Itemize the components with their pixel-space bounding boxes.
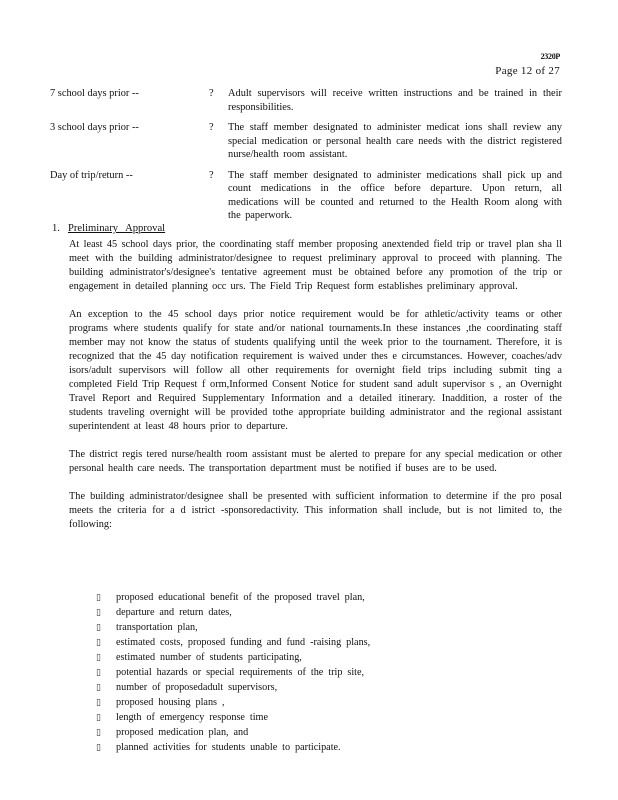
list-item-text: potential hazards or special requirements of the trip site, [116, 667, 365, 678]
timeline-when: 7 school days prior -- [50, 88, 139, 99]
list-item [96, 665, 516, 680]
document-code: 2320P [540, 52, 560, 61]
section-number: 1. [52, 223, 60, 234]
bullet-box-icon: ▯ [96, 667, 101, 677]
list-item [96, 740, 516, 755]
section-title: Preliminary Approval [68, 223, 166, 234]
list-item [96, 635, 516, 650]
section-heading [52, 222, 562, 236]
bullet-box-icon: ▯ [96, 742, 101, 752]
criteria-list [96, 590, 516, 755]
page-number: Page 12 of 27 [495, 65, 560, 77]
list-item [96, 725, 516, 740]
timeline-description: Adult supervisors will receive written instructions and be trained in their responsibilities. [228, 88, 562, 113]
list-item [96, 650, 516, 665]
timeline-when: Day of trip/return -- [50, 169, 133, 181]
bullet-box-icon: ▯ [96, 697, 101, 707]
list-item-text: departure and return dates, [116, 607, 232, 618]
paragraph: The building administrator/designee shall be presented with sufficient information to determine if the pro posal meets the criteria for a d istrict -sponsoredactivity. This information shall include, but is not limited to, the following: [69, 491, 562, 530]
section-preliminary-approval [52, 222, 562, 546]
bullet-box-icon: ▯ [96, 637, 101, 647]
bullet-marker-icon: ? [209, 88, 214, 99]
list-item [96, 605, 516, 620]
bullet-box-icon: ▯ [96, 682, 101, 692]
timeline-row [50, 121, 562, 162]
timeline-when: 3 school days prior -- [50, 122, 139, 133]
list-item [96, 620, 516, 635]
bullet-box-icon: ▯ [96, 592, 101, 602]
timeline-description: The staff member designated to administer medicat ions shall review any special medication or personal health care needs with the district registered nurse/health room assistant. [228, 122, 562, 160]
bullet-marker-icon: ? [209, 169, 214, 181]
bullet-box-icon: ▯ [96, 727, 101, 737]
timeline-row [50, 169, 562, 223]
list-item-text: transportation plan, [116, 622, 198, 633]
bullet-box-icon: ▯ [96, 712, 101, 722]
list-item-text: estimated number of students participating, [116, 652, 302, 663]
bullet-box-icon: ▯ [96, 652, 101, 662]
list-item-text: number of proposedadult supervisors, [116, 682, 278, 693]
list-item-text: proposed educational benefit of the proposed travel plan, [116, 592, 365, 603]
list-item [96, 680, 516, 695]
bullet-box-icon: ▯ [96, 607, 101, 617]
list-item-text: planned activities for students unable to participate. [116, 742, 341, 753]
timeline-table [50, 87, 562, 230]
paragraph: At least 45 school days prior, the coordinating staff member proposing anextended field trip or travel plan sha ll meet with the building administrator/designee to request preliminary approval to proceed with planning. The building administrator's/designee's tentative agreement must be obtained before any promotion of the trip or engagement in detailed planning occ urs. The Field Trip Request form establishes preliminary approval. [69, 239, 562, 292]
bullet-box-icon: ▯ [96, 622, 101, 632]
list-item [96, 590, 516, 605]
paragraph: An exception to the 45 school days prior notice requirement would be for athletic/activity teams or other programs where students qualify for state and/or national tournaments.In these instances ,the coordinating staff member may not know the status of students qualifying until the week prior to the tournament. Therefore, it is recognized that the 45 day notification requirement is waived under thes e circumstances. However, coaches/adv isors/adult supervisors will follow all other requirements for overnight field trips including submit ting a completed Field Trip Request f orm,Informed Consent Notice for student sand adult supervisor s , an Overnight Travel Report and Required Supplementary Information and a detailed itinerary. Inaddition, a roster of the students traveling overnight will be provided tothe appropriate building administrator and the regional assistant superintendent at least 48 hours prior to departure. [69, 309, 562, 432]
paragraph: The district regis tered nurse/health room assistant must be alerted to prepare for any special medication or other personal health care needs. The transportation department must be notified if buses are to be used. [69, 449, 562, 474]
list-item [96, 710, 516, 725]
list-item-text: proposed medication plan, and [116, 727, 249, 738]
timeline-description: The staff member designated to administer medications shall pick up and count medications in the office before departure. Upon return, all medications will be counted and returned to the Health Room along with the paperwork. [228, 169, 562, 221]
timeline-row [50, 87, 562, 114]
list-item-text: length of emergency response time [116, 712, 268, 723]
bullet-marker-icon: ? [209, 122, 214, 133]
list-item [96, 695, 516, 710]
list-item-text: proposed housing plans , [116, 697, 225, 708]
list-item-text: estimated costs, proposed funding and fund -raising plans, [116, 637, 371, 648]
